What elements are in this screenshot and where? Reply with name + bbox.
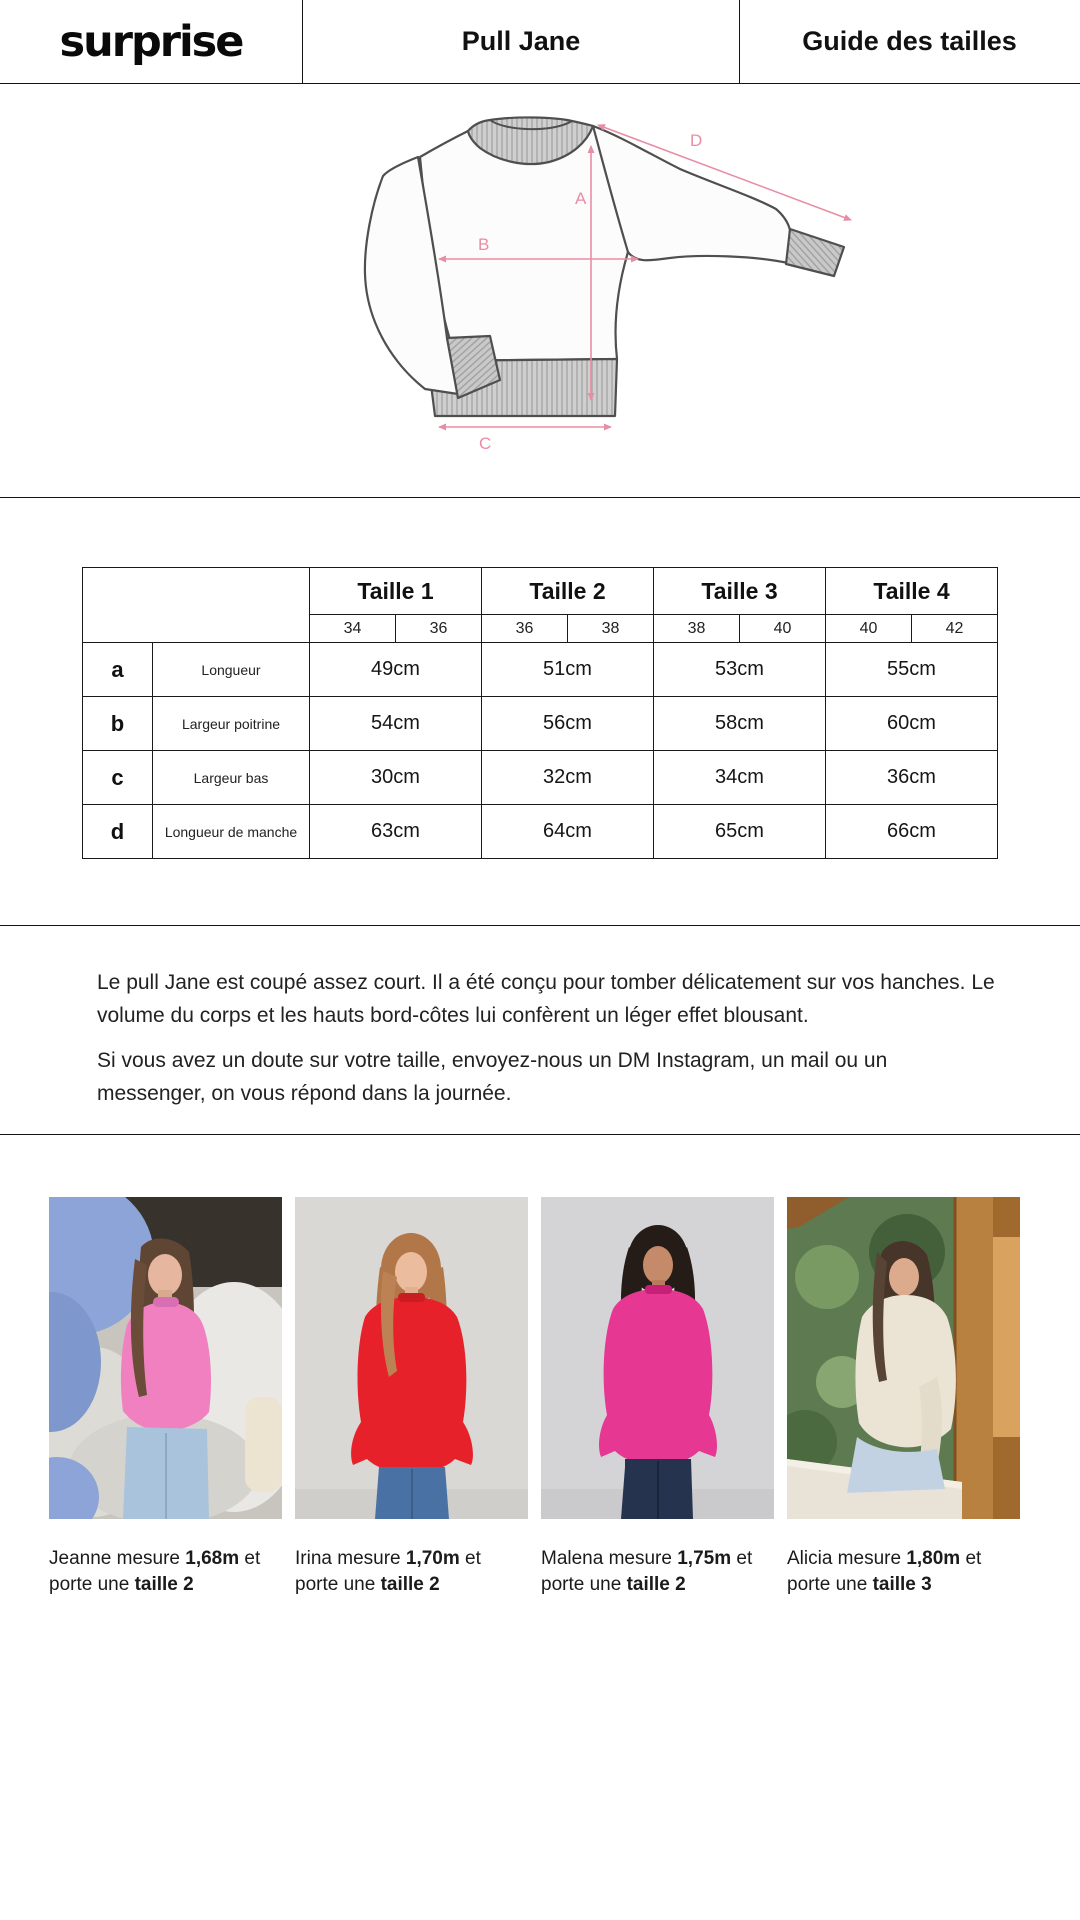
size-table-section	[0, 498, 1080, 926]
measure-key: c	[83, 751, 153, 805]
caption-text: et	[960, 1548, 982, 1569]
measure-value: 65cm	[654, 805, 826, 859]
model-caption	[295, 1546, 528, 1598]
caption-height: 1,75m	[677, 1548, 732, 1569]
size-number: 40	[740, 615, 826, 643]
model-card-alicia	[787, 1197, 1020, 1598]
caption-size: taille 3	[872, 1574, 932, 1595]
brand-logo[interactable]	[0, 0, 303, 83]
measure-label: Largeur bas	[153, 751, 310, 805]
measure-value: 49cm	[310, 643, 482, 697]
size-number: 40	[826, 615, 912, 643]
caption-text: Alicia mesure	[787, 1548, 907, 1569]
sweater	[351, 1297, 473, 1473]
size-number: 42	[912, 615, 998, 643]
sweater-right-cuff	[786, 229, 844, 276]
measure-label: Longueur de manche	[153, 805, 310, 859]
measure-value: 56cm	[482, 697, 654, 751]
caption-size: taille 2	[380, 1574, 440, 1595]
caption-size: taille 2	[626, 1574, 686, 1595]
size-number: 38	[568, 615, 654, 643]
description-paragraph-2: Si vous avez un doute sur votre taille, envoyez-nous un DM Instagram, un mail ou un messenger, on vous répond dans la journée.	[97, 1049, 888, 1105]
arrow-label-b: B	[478, 235, 490, 254]
model-caption	[787, 1546, 1020, 1598]
arrow-label-d: D	[690, 131, 703, 150]
caption-text: Irina mesure	[295, 1548, 406, 1569]
sweater-diagram	[340, 84, 880, 459]
measure-value: 66cm	[826, 805, 998, 859]
caption-text: et	[459, 1548, 481, 1569]
measure-value: 54cm	[310, 697, 482, 751]
measure-value: 36cm	[826, 751, 998, 805]
model-caption	[49, 1546, 282, 1598]
caption-text: porte une	[541, 1574, 627, 1595]
measure-value: 34cm	[654, 751, 826, 805]
size-table	[82, 567, 998, 859]
description-paragraph-1: Le pull Jane est coupé assez court. Il a été conçu pour tomber délicatement sur vos hanches. Le volume du corps et les hauts bord-côtes lui confèrent un léger effet blousant.	[97, 971, 995, 1027]
model-photo-alicia	[787, 1197, 1020, 1519]
sweater	[599, 1289, 717, 1465]
brand-logo-text[interactable]: surprise	[59, 16, 243, 67]
measure-value: 63cm	[310, 805, 482, 859]
measure-key: d	[83, 805, 153, 859]
measure-value: 64cm	[482, 805, 654, 859]
measure-value: 58cm	[654, 697, 826, 751]
caption-text: porte une	[295, 1574, 381, 1595]
header	[0, 0, 1080, 84]
caption-text: Jeanne mesure	[49, 1548, 186, 1569]
size-number: 34	[310, 615, 396, 643]
measure-value: 55cm	[826, 643, 998, 697]
model-card-malena	[541, 1197, 774, 1598]
table-row	[83, 751, 998, 805]
size-number: 38	[654, 615, 740, 643]
table-row	[83, 643, 998, 697]
caption-text: porte une	[49, 1574, 135, 1595]
arrow-label-c: C	[479, 434, 492, 453]
table-row	[83, 805, 998, 859]
caption-height: 1,68m	[185, 1548, 240, 1569]
caption-text: Malena mesure	[541, 1548, 678, 1569]
caption-text: et	[239, 1548, 261, 1569]
table-row	[83, 697, 998, 751]
model-card-jeanne	[49, 1197, 282, 1598]
size-group-header: Taille 1	[310, 568, 482, 615]
model-photo-irina	[295, 1197, 528, 1519]
measure-key: a	[83, 643, 153, 697]
product-title: Pull Jane	[461, 26, 581, 56]
measure-key: b	[83, 697, 153, 751]
model-photo-jeanne	[49, 1197, 282, 1519]
measure-value: 51cm	[482, 643, 654, 697]
model-caption	[541, 1546, 774, 1598]
measure-value: 32cm	[482, 751, 654, 805]
size-number: 36	[482, 615, 568, 643]
model-photos-section	[0, 1135, 1080, 1598]
caption-text: et	[731, 1548, 753, 1569]
measure-value: 30cm	[310, 751, 482, 805]
table-corner-blank	[83, 568, 310, 643]
size-group-header: Taille 4	[826, 568, 998, 615]
caption-height: 1,70m	[405, 1548, 460, 1569]
measure-label: Longueur	[153, 643, 310, 697]
caption-size: taille 2	[134, 1574, 194, 1595]
page-title-cell	[740, 0, 1079, 83]
product-title-cell	[303, 0, 740, 83]
page-title: Guide des tailles	[802, 26, 1017, 56]
model-card-irina	[295, 1197, 528, 1598]
measure-value: 60cm	[826, 697, 998, 751]
size-number: 36	[396, 615, 482, 643]
caption-height: 1,80m	[906, 1548, 961, 1569]
measure-label: Largeur poitrine	[153, 697, 310, 751]
measure-value: 53cm	[654, 643, 826, 697]
size-group-header: Taille 3	[654, 568, 826, 615]
model-photo-malena	[541, 1197, 774, 1519]
size-group-header: Taille 2	[482, 568, 654, 615]
arrow-label-a: A	[575, 189, 587, 208]
description-section	[0, 926, 1080, 1135]
measurement-diagram-section	[0, 84, 1080, 498]
caption-text: porte une	[787, 1574, 873, 1595]
